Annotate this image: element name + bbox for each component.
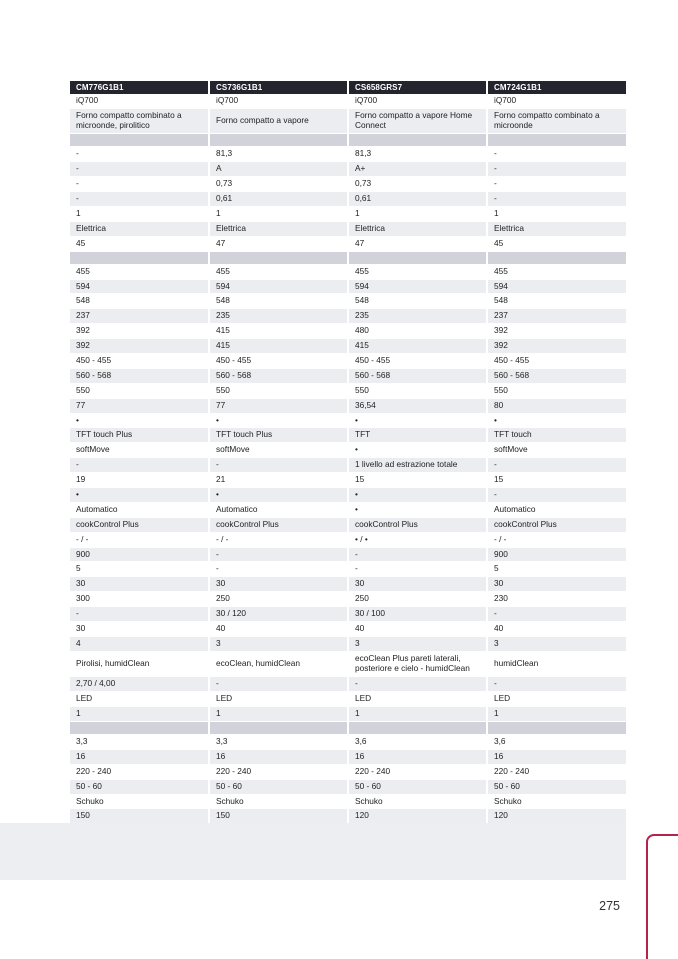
spec-cell: Elettrica <box>70 221 209 236</box>
spec-cell: 30 <box>487 577 626 592</box>
spec-row <box>70 177 626 192</box>
spec-cell: 150 <box>70 809 209 824</box>
spec-row <box>70 749 626 764</box>
spec-row <box>70 147 626 162</box>
spec-cell: 1 livello ad estrazione totale <box>348 458 487 473</box>
spec-cell: A <box>209 162 348 177</box>
spec-cell: • <box>487 413 626 428</box>
spec-cell: - <box>487 162 626 177</box>
spec-cell: 5 <box>487 562 626 577</box>
spec-cell: 1 <box>348 707 487 722</box>
spec-row <box>70 398 626 413</box>
spec-cell: - <box>209 458 348 473</box>
spec-cell: 550 <box>209 383 348 398</box>
spec-cell: Elettrica <box>209 221 348 236</box>
spec-row <box>70 487 626 502</box>
spec-cell: Schuko <box>487 794 626 809</box>
spec-cell: - / - <box>209 532 348 547</box>
spec-cell: 455 <box>348 264 487 279</box>
spec-cell: 1 <box>70 707 209 722</box>
section-band-cell <box>209 134 348 147</box>
spec-row <box>70 779 626 794</box>
spec-cell: 30 <box>348 577 487 592</box>
spec-cell: • <box>348 502 487 517</box>
spec-row <box>70 309 626 324</box>
spec-cell: 900 <box>487 547 626 562</box>
spec-cell: 47 <box>209 236 348 251</box>
spec-cell: 3 <box>209 636 348 651</box>
spec-cell: 415 <box>209 324 348 339</box>
spec-row <box>70 206 626 221</box>
spec-cell: 250 <box>348 592 487 607</box>
section-band <box>70 721 626 734</box>
spec-cell: 30 <box>70 577 209 592</box>
spec-cell: cookControl Plus <box>70 517 209 532</box>
section-band-cell <box>487 721 626 734</box>
spec-row <box>70 264 626 279</box>
spec-row <box>70 192 626 207</box>
spec-cell: 1 <box>348 206 487 221</box>
spec-cell: 2,70 / 4,00 <box>70 677 209 692</box>
spec-cell: 450 - 455 <box>70 353 209 368</box>
spec-cell: 550 <box>70 383 209 398</box>
series-cell: iQ700 <box>348 94 487 108</box>
spec-cell: 235 <box>348 309 487 324</box>
spec-cell: 16 <box>487 749 626 764</box>
type-cell: Forno compatto combinato a microonde, pirolitico <box>70 108 209 134</box>
spec-row <box>70 532 626 547</box>
spec-cell: - <box>487 192 626 207</box>
spec-cell: 1 <box>487 707 626 722</box>
spec-cell: - <box>348 547 487 562</box>
spec-row <box>70 324 626 339</box>
spec-cell: 47 <box>348 236 487 251</box>
section-band-cell <box>348 721 487 734</box>
spec-cell: 30 <box>209 577 348 592</box>
spec-cell: • <box>348 413 487 428</box>
spec-cell: • <box>70 413 209 428</box>
spec-cell: 594 <box>70 279 209 294</box>
spec-cell: 21 <box>209 473 348 488</box>
spec-cell: - <box>70 162 209 177</box>
spec-cell: 392 <box>70 339 209 354</box>
spec-cell: 237 <box>70 309 209 324</box>
spec-row <box>70 677 626 692</box>
spec-row <box>70 428 626 443</box>
spec-row <box>70 502 626 517</box>
spec-cell: 237 <box>487 309 626 324</box>
spec-cell: - <box>487 177 626 192</box>
spec-cell: 594 <box>348 279 487 294</box>
spec-row <box>70 473 626 488</box>
spec-cell: - <box>209 547 348 562</box>
spec-cell: 1 <box>70 206 209 221</box>
spec-cell: ecoClean, humidClean <box>209 651 348 677</box>
spec-cell: - <box>487 677 626 692</box>
spec-row <box>70 547 626 562</box>
spec-cell: 3 <box>348 636 487 651</box>
spec-cell: 594 <box>209 279 348 294</box>
spec-cell: 50 - 60 <box>209 779 348 794</box>
series-cell: iQ700 <box>70 94 209 108</box>
spec-cell: - <box>70 607 209 622</box>
spec-cell: 45 <box>70 236 209 251</box>
spec-cell: softMove <box>209 443 348 458</box>
spec-cell: • <box>348 443 487 458</box>
spec-cell: ecoClean Plus pareti laterali, posteriore e cielo - humidClean <box>348 651 487 677</box>
spec-cell: • <box>209 487 348 502</box>
spec-cell: 900 <box>70 547 209 562</box>
spec-cell: softMove <box>70 443 209 458</box>
section-band-cell <box>348 251 487 264</box>
spec-cell: - <box>348 562 487 577</box>
spec-row <box>70 577 626 592</box>
spec-cell: 3,3 <box>209 734 348 749</box>
spec-cell: 560 - 568 <box>209 368 348 383</box>
spec-row <box>70 353 626 368</box>
model-header: CS736G1B1 <box>209 81 348 94</box>
spec-cell: 250 <box>209 592 348 607</box>
spec-cell: - <box>70 147 209 162</box>
spec-cell: 415 <box>348 339 487 354</box>
spec-cell: - / - <box>487 532 626 547</box>
spec-cell: • <box>209 413 348 428</box>
model-header: CS658GRS7 <box>348 81 487 94</box>
spec-cell: 450 - 455 <box>209 353 348 368</box>
spec-row <box>70 221 626 236</box>
spec-cell: 235 <box>209 309 348 324</box>
spec-cell: 455 <box>487 264 626 279</box>
spec-cell: Schuko <box>70 794 209 809</box>
spec-row <box>70 707 626 722</box>
spec-cell: 45 <box>487 236 626 251</box>
spec-cell: 392 <box>70 324 209 339</box>
spec-cell: TFT touch <box>487 428 626 443</box>
spec-row <box>70 562 626 577</box>
spec-cell: 548 <box>70 294 209 309</box>
spec-cell: - <box>209 562 348 577</box>
spec-row <box>70 592 626 607</box>
spec-cell: 81,3 <box>348 147 487 162</box>
spec-cell: - <box>487 607 626 622</box>
spec-cell: 80 <box>487 398 626 413</box>
spec-cell: 15 <box>487 473 626 488</box>
spec-cell: 81,3 <box>209 147 348 162</box>
section-band <box>70 251 626 264</box>
spec-cell: 0,61 <box>348 192 487 207</box>
spec-cell: TFT <box>348 428 487 443</box>
spec-cell: 0,73 <box>348 177 487 192</box>
spec-cell: - <box>487 147 626 162</box>
spec-cell: cookControl Plus <box>348 517 487 532</box>
spec-row <box>70 764 626 779</box>
spec-cell: 36,54 <box>348 398 487 413</box>
spec-row <box>70 692 626 707</box>
spec-cell: 40 <box>487 622 626 637</box>
spec-cell: - / - <box>70 532 209 547</box>
spec-cell: Schuko <box>348 794 487 809</box>
spec-cell: 550 <box>487 383 626 398</box>
spec-cell: • <box>70 487 209 502</box>
spec-row <box>70 339 626 354</box>
spec-cell: 1 <box>209 206 348 221</box>
spec-cell: 150 <box>209 809 348 824</box>
spec-cell: 300 <box>70 592 209 607</box>
spec-cell: 1 <box>209 707 348 722</box>
spec-cell: 594 <box>487 279 626 294</box>
spec-cell: TFT touch Plus <box>70 428 209 443</box>
spec-cell: 30 / 120 <box>209 607 348 622</box>
spec-cell: 220 - 240 <box>209 764 348 779</box>
spec-cell: 16 <box>348 749 487 764</box>
section-band-cell <box>70 721 209 734</box>
spec-cell: 30 / 100 <box>348 607 487 622</box>
spec-cell: 3,6 <box>487 734 626 749</box>
spec-row <box>70 607 626 622</box>
spec-row <box>70 443 626 458</box>
spec-cell: 220 - 240 <box>70 764 209 779</box>
spec-cell: 230 <box>487 592 626 607</box>
spec-cell: 220 - 240 <box>487 764 626 779</box>
footer-band <box>0 823 626 880</box>
spec-cell: 50 - 60 <box>70 779 209 794</box>
section-band <box>70 134 626 147</box>
spec-cell: 450 - 455 <box>487 353 626 368</box>
section-band-cell <box>209 721 348 734</box>
spec-row <box>70 383 626 398</box>
series-cell: iQ700 <box>209 94 348 108</box>
spec-body <box>70 94 626 824</box>
spec-cell: Automatico <box>487 502 626 517</box>
spec-cell: LED <box>209 692 348 707</box>
spec-cell: LED <box>487 692 626 707</box>
spec-cell: cookControl Plus <box>487 517 626 532</box>
spec-cell: • / • <box>348 532 487 547</box>
spec-cell: 550 <box>348 383 487 398</box>
type-cell: Forno compatto combinato a microonde <box>487 108 626 134</box>
spec-row <box>70 279 626 294</box>
spec-cell: 4 <box>70 636 209 651</box>
spec-cell: 548 <box>209 294 348 309</box>
series-cell: iQ700 <box>487 94 626 108</box>
spec-row <box>70 294 626 309</box>
page-number: 275 <box>599 899 620 913</box>
spec-cell: 19 <box>70 473 209 488</box>
spec-cell: 220 - 240 <box>348 764 487 779</box>
spec-cell: 77 <box>209 398 348 413</box>
spec-cell: 5 <box>70 562 209 577</box>
section-band-cell <box>487 251 626 264</box>
spec-cell: 77 <box>70 398 209 413</box>
spec-cell: Pirolisi, humidClean <box>70 651 209 677</box>
spec-cell: 120 <box>487 809 626 824</box>
spec-cell: 3,3 <box>70 734 209 749</box>
type-cell: Forno compatto a vapore Home Connect <box>348 108 487 134</box>
spec-cell: 15 <box>348 473 487 488</box>
type-row <box>70 108 626 134</box>
spec-row <box>70 413 626 428</box>
spec-cell: 16 <box>209 749 348 764</box>
spec-cell: 3,6 <box>348 734 487 749</box>
spec-cell: - <box>70 458 209 473</box>
spec-cell: 560 - 568 <box>70 368 209 383</box>
spec-cell: cookControl Plus <box>209 517 348 532</box>
spec-cell: 455 <box>70 264 209 279</box>
spec-cell: 548 <box>348 294 487 309</box>
spec-cell: 40 <box>348 622 487 637</box>
spec-cell: 1 <box>487 206 626 221</box>
spec-cell: 548 <box>487 294 626 309</box>
spec-row <box>70 622 626 637</box>
section-band-cell <box>70 251 209 264</box>
spec-cell: LED <box>70 692 209 707</box>
spec-cell: - <box>209 677 348 692</box>
model-header: CM724G1B1 <box>487 81 626 94</box>
spec-row <box>70 636 626 651</box>
spec-cell: Elettrica <box>348 221 487 236</box>
spec-row <box>70 651 626 677</box>
spec-row <box>70 236 626 251</box>
spec-cell: 0,73 <box>209 177 348 192</box>
model-header-row <box>70 81 626 94</box>
spec-cell: - <box>487 487 626 502</box>
spec-cell: 120 <box>348 809 487 824</box>
section-band-cell <box>209 251 348 264</box>
spec-row <box>70 458 626 473</box>
spec-row <box>70 794 626 809</box>
spec-table <box>70 81 626 824</box>
chapter-tab-marker <box>646 834 678 959</box>
section-band-cell <box>348 134 487 147</box>
spec-cell: 480 <box>348 324 487 339</box>
spec-cell: Automatico <box>209 502 348 517</box>
spec-cell: 450 - 455 <box>348 353 487 368</box>
spec-cell: - <box>487 458 626 473</box>
spec-cell: Automatico <box>70 502 209 517</box>
spec-cell: 30 <box>70 622 209 637</box>
spec-cell: - <box>70 177 209 192</box>
spec-cell: softMove <box>487 443 626 458</box>
spec-row <box>70 809 626 824</box>
spec-row <box>70 517 626 532</box>
spec-cell: - <box>348 677 487 692</box>
spec-cell: 392 <box>487 324 626 339</box>
spec-cell: 40 <box>209 622 348 637</box>
spec-row <box>70 734 626 749</box>
section-band-cell <box>70 134 209 147</box>
spec-cell: 560 - 568 <box>487 368 626 383</box>
spec-cell: • <box>348 487 487 502</box>
spec-cell: 3 <box>487 636 626 651</box>
model-header: CM776G1B1 <box>70 81 209 94</box>
spec-cell: 0,61 <box>209 192 348 207</box>
spec-cell: Schuko <box>209 794 348 809</box>
spec-cell: humidClean <box>487 651 626 677</box>
spec-cell: 560 - 568 <box>348 368 487 383</box>
spec-cell: 392 <box>487 339 626 354</box>
spec-row <box>70 368 626 383</box>
spec-cell: 455 <box>209 264 348 279</box>
spec-cell: A+ <box>348 162 487 177</box>
spec-cell: LED <box>348 692 487 707</box>
series-row <box>70 94 626 108</box>
section-band-cell <box>487 134 626 147</box>
spec-cell: 50 - 60 <box>487 779 626 794</box>
spec-row <box>70 162 626 177</box>
type-cell: Forno compatto a vapore <box>209 108 348 134</box>
spec-cell: Elettrica <box>487 221 626 236</box>
spec-cell: TFT touch Plus <box>209 428 348 443</box>
spec-cell: 16 <box>70 749 209 764</box>
spec-cell: 415 <box>209 339 348 354</box>
spec-cell: 50 - 60 <box>348 779 487 794</box>
spec-cell: - <box>70 192 209 207</box>
